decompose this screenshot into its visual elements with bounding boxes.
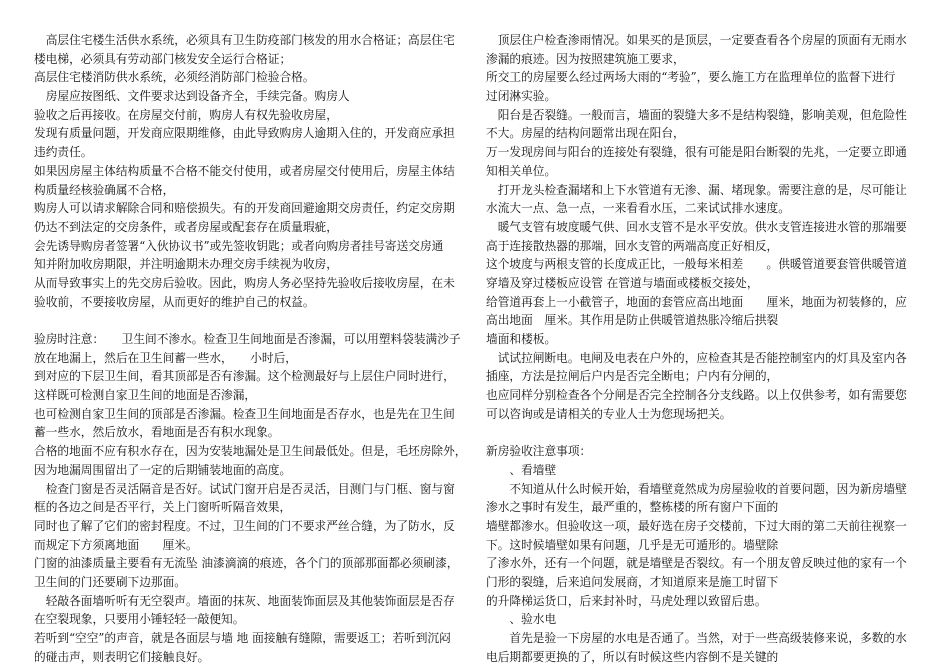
text-line: 楼电梯，必须具有劳动部门核发安全运行合格证； <box>34 51 292 66</box>
text-line: 、看墙壁 <box>486 462 557 477</box>
text-line: 验收之后再接收。在房屋交付前，购房人有权先验收房屋， <box>34 107 338 122</box>
text-line: 放在地漏上，然后在卫生间蓄一些水， 小时后， <box>34 350 297 365</box>
text-line: 如果因房屋主体结构质量不合格不能交付使用，或者房屋交付使用后，房屋主体结 <box>34 163 455 178</box>
text-line: 所交工的房屋要么经过两场大雨的“考验”，要么施工方在监理单位的监督下进行 <box>486 70 896 85</box>
text-line: 暖气支管有坡度暖气供、回水支管不是水平安放。供水支管连接进水管的那端要 <box>486 219 907 234</box>
text-line: 知并附加收房期限，并注明逾期未办理交房手续视为收房， <box>34 257 338 272</box>
text-line: 试试拉闸断电。电闸及电表在户外的，应检查其是否能控制室内的灯具及室内各 <box>486 350 907 365</box>
text-line: 轻敲各面墙听听有无空裂声。墙面的抹灰、地面装饰面层及其他装饰面层是否存 <box>34 593 455 608</box>
text-line: 合格的地面不应有积水存在，因为安装地漏处是卫生间最低处。但是，毛坯房除外， <box>34 444 466 459</box>
text-line: 了渗水外，还有一个问题，就是墙壁是否裂纹。有一个朋友曾反映过他的家有一个 <box>486 556 907 571</box>
text-line: 蓄一些水，然后放水，看地面是否有积水现象。 <box>34 425 280 440</box>
text-line: 阳台是否裂缝。一般而言，墙面的裂缝大多不是结构裂缝，影响美观，但危险性 <box>486 107 907 122</box>
text-line: 电后期都要更换的了，所以有时候这些内容倒不是关键的 <box>486 649 779 664</box>
text-line: 发现有质量问题，开发商应限期维修，由此导致购房人逾期入住的，开发商应承担 <box>34 126 455 141</box>
text-line: 这样既可检测自家卫生间的地面是否渗漏， <box>34 388 257 403</box>
text-line: 高于连接散热器的那端，回水支管的两端高度正好相反， <box>486 238 779 253</box>
text-line: 的升降梯运货口，后来封补时，马虎处理以致留后患。 <box>486 593 767 608</box>
text-line: 而规定下方须离地面 厘米。 <box>34 537 198 552</box>
text-line: 顶层住户检查渗雨情况。如果买的是顶层，一定要查看各个房屋的顶面有无雨水 <box>486 33 907 47</box>
text-line: 验收前，不要接收房屋，从而更好的维护自己的权益。 <box>34 294 315 309</box>
text-line: 的碰击声，则表明它们接触良好。 <box>34 649 210 664</box>
text-line: 购房人可以请求解除合同和赔偿损失。有的开发商回避逾期交房责任，约定交房期 <box>34 201 455 216</box>
text-line: 仍达不到法定的交房条件，或者房屋或配套存在质量瑕疵， <box>34 219 338 234</box>
text-line: 高层住宅楼生活供水系统，必须具有卫生防疫部门核发的用水合格证；高层住宅 <box>34 33 455 47</box>
text-line <box>34 311 466 330</box>
text-line: 知相关单位。 <box>486 163 557 178</box>
text-line: 给管道再套上一小截管子，地面的套管应高出地面 厘米，地面为初装修的，应 <box>486 294 907 309</box>
text-line: 因为地漏周围留出了一定的后期铺装地面的高度。 <box>34 462 292 477</box>
text-line: 检查门窗是否灵活隔音是否好。试试门窗开启是否灵活，目测门与门框、窗与窗 <box>34 481 455 496</box>
text-line: 验房时注意： 卫生间不渗水。检查卫生间地面是否渗漏，可以用塑料袋装满沙子 <box>34 332 461 346</box>
text-line: 框的各边之间是否平行，关上门窗听听隔音效果， <box>34 500 292 515</box>
left-text-column <box>34 31 466 666</box>
text-line: 墙壁都渗水。但验收这一项，最好选在房子交楼前，下过大雨的第二天前往视察一 <box>486 518 907 533</box>
text-line: 下。这时候墙壁如果有问题，几乎是无可遁形的。墙壁除 <box>486 537 779 552</box>
text-line: 卫生间的门还要刷下边那面。 <box>34 574 186 589</box>
right-text-column <box>486 31 918 666</box>
text-line: 过闭淋实验。 <box>486 89 557 104</box>
text-line: 万一发现房间与阳台的连接处有裂缝，很有可能是阳台断裂的先兆，一定要立即通 <box>486 145 907 160</box>
text-line: 也应同样分别检查各个分闸是否完全控制各分支线路。以上仅供参考，如有需要您 <box>486 388 907 403</box>
text-line: 到对应的下层卫生间，看其顶部是否有渗漏。这个检测最好与上层住户同时进行， <box>34 369 455 384</box>
text-line: 水流大一点、急一点，一来看看水压，二来试试排水速度。 <box>486 201 790 216</box>
text-line: 打开龙头检查漏堵和上下水管道有无渗、漏、堵现象。需要注意的是，尽可能让 <box>486 182 907 197</box>
text-line: 也可检测自家卫生间的顶部是否渗漏。检查卫生间地面是否存水，也是先在卫生间 <box>34 406 455 421</box>
text-line: 在空裂现象，只要用小锤轻轻一敲便知。 <box>34 612 245 627</box>
text-line: 若听到“空空”的声音，就是各面层与墙 地 面接触有缝隙，需要返工；若听到沉闷 <box>34 631 451 645</box>
text-line: 高出地面 厘米。其作用是防止供暖管道热胀冷缩后拱裂 <box>486 313 779 328</box>
text-line: 这个坡度与两根支管的长度成正比，一般每米相差 。供暖管道要套管供暖管道 <box>486 257 907 272</box>
text-line: 同时也了解了它们的密封程度。不过，卫生间的门不要求严丝合缝，为了防水，反 <box>34 518 455 533</box>
text-line: 会先诱导购房者签署“入伙协议书”或先签收钥匙；或者向购房者挂号寄送交房通 <box>34 238 444 253</box>
text-line: 首先是验一下房屋的水电是否通了。当然，对于一些高级装修来说，多数的水 <box>486 631 907 645</box>
text-line: 可以咨询或是请相关的专业人士为您现场把关。 <box>486 406 732 421</box>
text-line: 插座，方法是拉闸后户内是否完全断电；户内有分闸的， <box>486 369 779 384</box>
text-line: 违约责任。 <box>34 145 93 160</box>
text-line: 门窗的油漆质量主要看有无流坠 油漆滴滴的痕迹，各个门的顶部那面都必须刷漆， <box>34 556 459 571</box>
text-line: 渗漏的痕迹。因为按照建筑施工要求， <box>486 51 685 66</box>
text-line: 房屋应按图纸、文件要求达到设备齐全，手续完备。购房人 <box>34 89 350 104</box>
text-line: 从而导致事实上的先交房后验收。因此，购房人务必坚持先验收后接收房屋，在未 <box>34 275 455 290</box>
text-line: 构质量经核验确属不合格， <box>34 182 175 197</box>
text-line: 墙面和楼板。 <box>486 332 557 346</box>
text-line: 高层住宅楼消防供水系统，必须经消防部门检验合格。 <box>34 70 315 85</box>
text-line: 穿墙及穿过楼板应设管 在管道与墙面或楼板交接处， <box>486 275 759 290</box>
text-line: 门形的裂缝，后来追问发展商，才知道原来是施工时留下 <box>486 574 779 589</box>
text-line: 新房验收注意事项： <box>486 444 592 459</box>
text-line: 不知道从什么时候开始，看墙壁竟然成为房屋验收的首要问题，因为新房墙壁 <box>486 481 907 496</box>
text-line: 渗水之事时有发生，最严重的，整栋楼的所有窗户下面的 <box>486 500 779 515</box>
text-line: 、验水电 <box>486 612 557 627</box>
text-line <box>486 423 918 442</box>
text-line: 不大。房屋的结构问题常出现在阳台， <box>486 126 685 141</box>
